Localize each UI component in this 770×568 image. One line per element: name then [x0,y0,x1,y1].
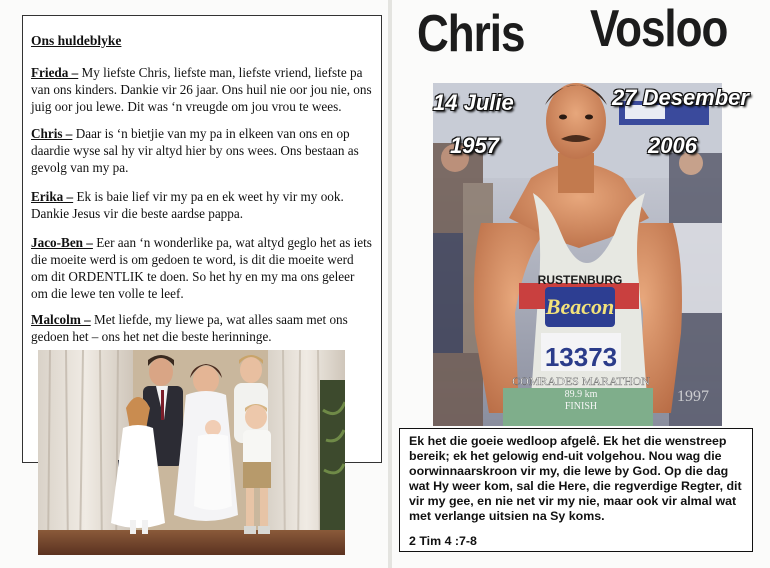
tribute-malcolm [31,311,373,345]
last-name: Vosloo [590,0,728,58]
tribute-erika [31,188,373,222]
tribute-chris [31,125,373,176]
first-name: Chris [417,5,525,63]
race-distance-text: 89.9 km [564,389,598,400]
race-finish-text: FINISH [564,401,598,412]
race-name-text: COMRADES MARATHON [512,374,650,388]
tribute-name: Jaco-Ben – [31,235,93,250]
tribute-text: Ek is baie lief vir my pa en ek weet hy vir my ook. Dankie Jesus vir die beste aardse pappa. [31,189,344,221]
sponsor-top-text: RUSTENBURG [537,273,623,287]
tribute-text: Met liefde, my liewe pa, wat alles saam met ons gedoen het – ons het net die beste herinninge. [31,312,348,344]
verse-box [399,428,753,552]
family-photo [38,350,345,555]
race-number-text: 13373 [544,342,618,372]
tribute-name: Chris – [31,126,73,141]
tribute-name: Erika – [31,189,74,204]
race-year-text: 1997 [677,388,709,405]
tribute-jaco-ben [31,234,373,302]
birth-year: 1957 [450,133,499,158]
verse-text: Ek het die goeie wedloop afgelê. Ek het die wenstreep bereik; ek het gelowig end-uit volgehou. Nou wag die oorwinnaarskroon vir my, die lewe by God. Op die dag wat Hy weer kom, sal die Here, die regverdige Regter, dit vir my gee, en nie net vir my nie, maar ook vir almal wat met verlange uitsien na Sy koms. [409,434,742,523]
sponsor-logo-text: Beacon [545,294,615,319]
tributes-heading: Ons huldeblyke [31,33,122,48]
tribute-text: Eer aan ‘n wonderlike pa, wat altyd geglo het as iets die moeite werd is om gedoen te word, is dit die moeite werd om dit ORDENTLIK te doen. So het hy en my ma ons geleer om die lewe ten volle te leef. [31,235,372,301]
family-photo-illustration [38,350,345,555]
verse-reference: 2 Tim 4 :7-8 [409,534,477,548]
death-year: 2006 [648,133,697,158]
tribute-frieda [31,64,373,115]
birth-day: 14 Julie [433,90,514,115]
death-day: 27 Desember [612,85,749,110]
tribute-name: Frieda – [31,65,79,80]
tribute-name: Malcolm – [31,312,91,327]
tribute-text: My liefste Chris, liefste man, liefste vriend, liefste pa van ons kinders. Dankie vir 26 jaar. Ons huil nie oor jou nie, ons juig oor jou lewe. Dit was ‘n vreugde om jou vrou te wees. [31,65,372,114]
tribute-text: Daar is ‘n bietjie van my pa in elkeen van ons en op daardie wyse sal hy vir altyd hier by ons wees. Ons bestaan as gevolg van my pa. [31,126,359,175]
